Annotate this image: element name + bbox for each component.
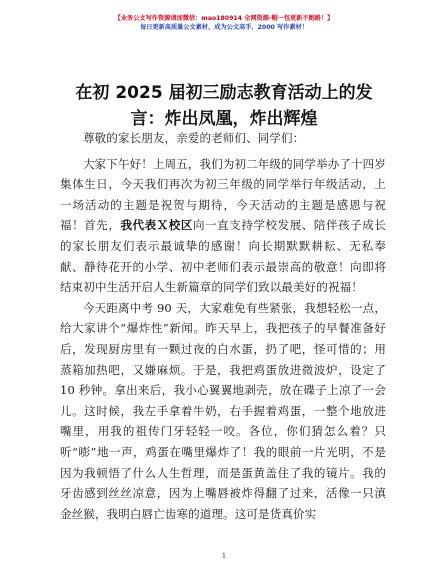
document-title: 在初 2025 届初三励志教育活动上的发言：炸出凤凰，炸出辉煌: [75, 83, 373, 129]
promo-header: [0, 14, 448, 32]
paragraph-1-text-c: 向一直支持学校发展、陪伴孩子成长的家长朋友们表示最诚挚的感谢！向长期默默耕耘、无私奉献、静待花开的小学、初中老师们表示最崇高的敬意！向即将结束初中生活开启人生新篇章的同学们致以最美好的祝福！: [60, 218, 386, 295]
paragraph-1-highlight: 我代表Ｘ校区: [120, 218, 193, 233]
salutation: 尊敬的家长朋友，亲爱的老师们、同学们：: [83, 131, 305, 145]
promo-line-2: 每日更新高质量公文素材，成为公文高手，2000 写作素材！: [140, 24, 308, 31]
paragraph-1: [60, 154, 386, 298]
page-number: 1: [221, 552, 227, 560]
paragraph-1-text-a: 大家下午好！上周五，我们为初二年级的同学举办了十四岁集体生日，今天我们再次为初三年级的同学举行年级活动，上一场活动的主题是祝贺与期待，今天活动的主题是感恩与祝福！首先，: [60, 156, 386, 233]
promo-line-1: 【业务公文写作资源请加微信：mao180914 全网资源-帽一包更新不跑路！】: [114, 15, 334, 22]
document-body: [60, 128, 386, 533]
paragraph-2: 今天距离中考 90 天，大家难免有些紧张，我想轻松一点，给大家讲个“爆炸性”新闻。昨天早上，我把孩子的早餐准备好后，发现厨房里有一颗过夜的白水蛋，扔了吧，怪可惜的；用蒸箱加热吧，又嫌麻烦。于是，我把鸡蛋放进微波炉，设定了 10 秒钟。拿出来后，我小心翼翼地剥壳，放在碟子上凉了一会儿。这时候，我左手拿着牛奶，右手握着鸡蛋，一整个地放进嘴里，用我的祖传门牙轻轻一咬。各位，你们猜怎么着？只听“嘭”地一声，鸡蛋在嘴里爆炸了！我的眼前一片光明，不是因为我顿悟了什么人生哲理，而是蛋黄盖住了我的镜片。我的牙齿感到丝丝凉意，因为上嘴唇被炸得翻了过来，活像一只滇金丝猴，我明白唇亡齿寒的道理。这可是货真价实: [60, 300, 386, 521]
